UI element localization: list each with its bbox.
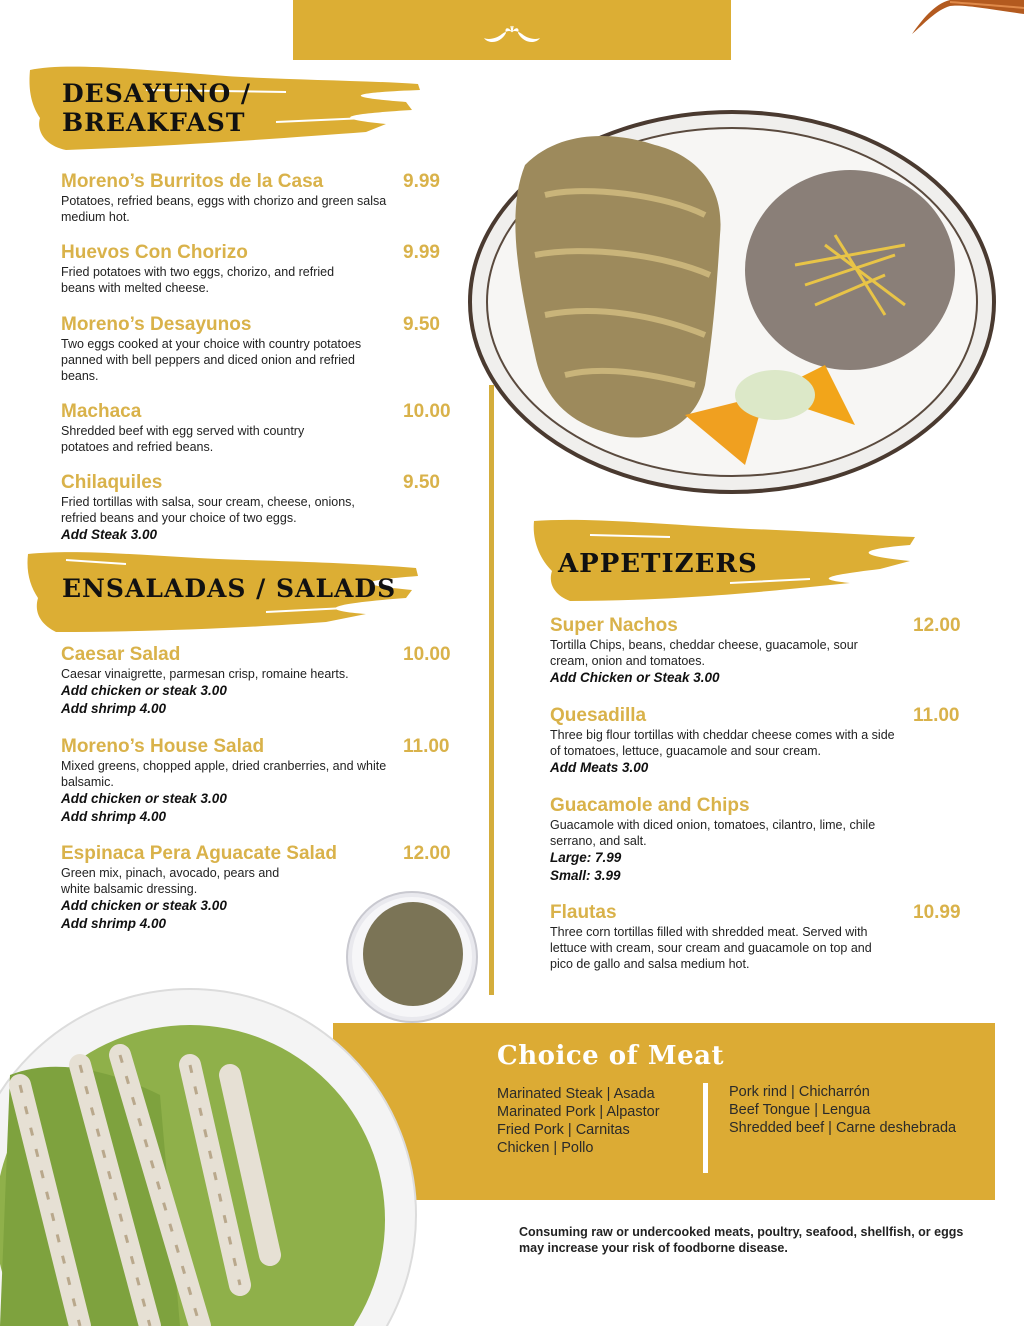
appetizers-title: APPETIZERS [558, 549, 758, 579]
menu-item [61, 401, 456, 455]
item-name: Moreno’s Desayunos [61, 314, 252, 335]
appetizers-section-header [530, 515, 920, 603]
item-name: Quesadilla [550, 705, 647, 726]
meat-column-divider [703, 1083, 708, 1173]
meat-list-right [729, 1083, 956, 1137]
item-addon: Add shrimp 4.00 [61, 916, 167, 931]
item-price: 12.00 [403, 843, 451, 864]
item-name: Super Nachos [550, 615, 678, 636]
menu-item [61, 736, 456, 826]
salads-title: ENSALADAS / SALADS [62, 574, 397, 603]
meat-option: Chicken | Pollo [497, 1140, 594, 1156]
menu-item [61, 314, 456, 384]
item-addon: Add Meats 3.00 [550, 760, 649, 775]
caesar-salad-image [0, 955, 420, 1326]
item-name: Flautas [550, 902, 617, 923]
meat-option: Fried Pork | Carnitas [497, 1122, 630, 1138]
top-banner [293, 0, 731, 60]
item-name: Caesar Salad [61, 644, 181, 665]
breakfast-section-header [26, 62, 426, 152]
item-price: 10.00 [403, 644, 451, 665]
item-description: Green mix, pinach, avocado, pears and white balsamic dressing. [61, 866, 280, 896]
item-name: Moreno’s House Salad [61, 736, 265, 757]
machaca-plate-image [465, 105, 1000, 500]
item-size-price: Small: 3.99 [550, 868, 621, 883]
item-price: 9.99 [403, 242, 440, 263]
item-description: Potatoes, refried beans, eggs with chorizo and green salsa medium hot. [61, 194, 387, 224]
item-description: Three corn tortillas filled with shredded meat. Served with lettuce with cream, sour cream and guacamole on top and pico de gallo and salsa medium hot. [550, 925, 872, 971]
meat-option: Pork rind | Chicharrón [729, 1084, 870, 1100]
item-name: Moreno’s Burritos de la Casa [61, 171, 324, 192]
item-addon: Add Chicken or Steak 3.00 [550, 670, 720, 685]
item-description: Fried tortillas with salsa, sour cream, cheese, onions, refried beans and your choice of two eggs. [61, 495, 355, 525]
item-size-price: Large: 7.99 [550, 850, 622, 865]
choice-of-meat-panel [333, 1023, 995, 1200]
menu-item [550, 705, 965, 777]
item-price: 11.00 [913, 705, 960, 726]
item-price: 12.00 [913, 615, 961, 636]
item-addon: Add shrimp 4.00 [61, 809, 167, 824]
meat-option: Beef Tongue | Lengua [729, 1102, 871, 1118]
chili-pepper-icon [904, 0, 1024, 40]
item-description: Tortilla Chips, beans, cheddar cheese, guacamole, sour cream, onion and tomatoes. [550, 638, 858, 668]
menu-item [550, 615, 965, 687]
item-name: Espinaca Pera Aguacate Salad [61, 843, 337, 864]
menu-item [550, 902, 965, 972]
menu-item [61, 171, 456, 225]
item-description: Two eggs cooked at your choice with country potatoes panned with bell peppers and diced onion and refried beans. [61, 337, 362, 383]
item-addon: Add chicken or steak 3.00 [61, 898, 227, 913]
menu-item [550, 795, 965, 885]
item-name: Chilaquiles [61, 472, 163, 493]
breakfast-title-line1: DESAYUNO / [62, 79, 252, 108]
meat-option: Marinated Steak | Asada [497, 1086, 655, 1102]
item-price: 10.00 [403, 401, 451, 422]
item-price: 10.99 [913, 902, 961, 923]
item-description: Caesar vinaigrette, parmesan crisp, romaine hearts. [61, 667, 349, 681]
item-description: Guacamole with diced onion, tomatoes, cilantro, lime, chile serrano, and salt. [550, 818, 876, 848]
item-addon: Add shrimp 4.00 [61, 701, 167, 716]
meat-option: Marinated Pork | Alpastor [497, 1104, 660, 1120]
item-description: Fried potatoes with two eggs, chorizo, and refried beans with melted cheese. [61, 265, 335, 295]
salads-section-header [26, 548, 426, 636]
item-price: 11.00 [403, 736, 450, 757]
menu-item [61, 472, 456, 544]
item-addon: Add chicken or steak 3.00 [61, 791, 227, 806]
breakfast-title-line2: BREAKFAST [62, 107, 246, 137]
mustache-icon [482, 24, 542, 48]
item-description: Shredded beef with egg served with country potatoes and refried beans. [61, 424, 305, 454]
item-name: Guacamole and Chips [550, 795, 750, 816]
item-price: 9.50 [403, 472, 440, 493]
meat-option: Shredded beef | Carne deshebrada [729, 1120, 957, 1136]
item-description: Three big flour tortillas with cheddar cheese comes with a side of tomatoes, lettuce, guacamole and sour cream. [550, 728, 895, 758]
item-price: 9.99 [403, 171, 440, 192]
food-safety-disclaimer: Consuming raw or undercooked meats, poultry, seafood, shellfish, or eggs may increase your risk of foodborne disease. [519, 1225, 964, 1255]
item-price: 9.50 [403, 314, 440, 335]
item-name: Machaca [61, 401, 142, 422]
meat-list-left [497, 1085, 660, 1157]
menu-item [61, 242, 456, 296]
item-addon: Add chicken or steak 3.00 [61, 683, 227, 698]
item-addon: Add Steak 3.00 [61, 527, 158, 542]
item-name: Huevos Con Chorizo [61, 242, 248, 263]
choice-of-meat-title: Choice of Meat [497, 1041, 724, 1071]
menu-item [61, 644, 456, 718]
item-description: Mixed greens, chopped apple, dried cranberries, and white balsamic. [61, 759, 387, 789]
